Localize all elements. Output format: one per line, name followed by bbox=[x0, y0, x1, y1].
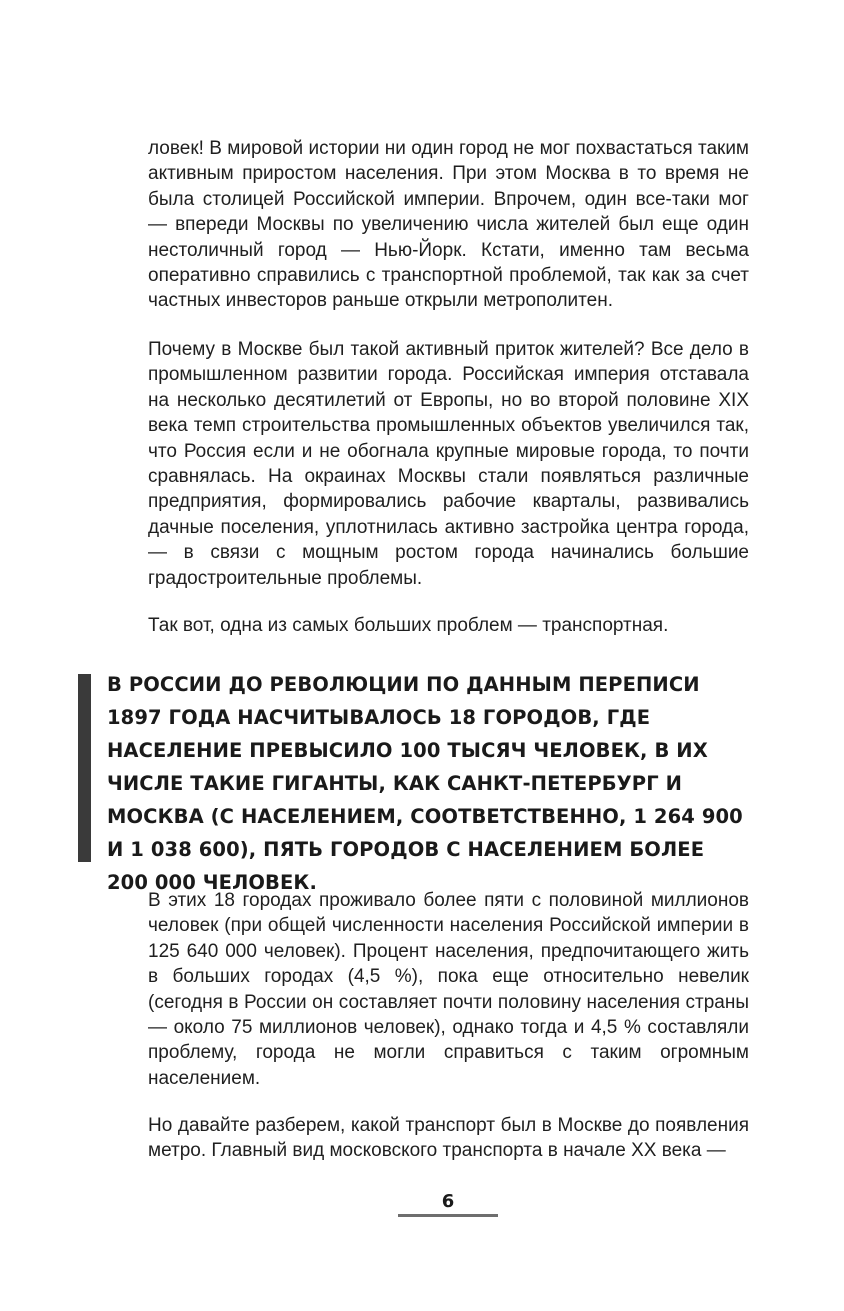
page-footer bbox=[398, 1190, 498, 1220]
pull-quote bbox=[78, 668, 758, 894]
pull-quote-bar bbox=[78, 674, 91, 862]
footer-rule bbox=[398, 1214, 498, 1217]
body-paragraph-4: В этих 18 городах проживало более пяти с половиной миллионов человек (при общей численности населения Российской империи в 125 640 000 человек). Процент населения, предпочитающего жить в больших городах (4,5 %), пока еще относительно невелик (сегодня в России он составляет почти половину населения страны — около 75 миллионов человек), однако тогда и 4,5 % составляли проблему, города не могли справиться с таким огромным населением. bbox=[148, 890, 749, 1089]
pull-quote-text: В РОССИИ ДО РЕВОЛЮЦИИ ПО ДАННЫМ ПЕРЕПИСИ 1897 ГОДА НАСЧИТЫВАЛОСЬ 18 ГОРОДОВ, ГДЕ НАСЕЛЕНИЕ ПРЕВЫСИЛО 100 ТЫСЯЧ ЧЕЛОВЕК, В ИХ ЧИСЛЕ ТАКИЕ ГИГАНТЫ, КАК САНКТ-ПЕТЕРБУРГ И МОСКВА (С НАСЕЛЕНИЕМ, СООТВЕТСТВЕННО, 1 264 900 И 1 038 600), ПЯТЬ ГОРОДОВ С НАСЕЛЕНИЕМ БОЛЕЕ 200 000 ЧЕЛОВЕК. bbox=[107, 673, 743, 894]
body-paragraph-5: Но давайте разберем, какой транспорт был в Москве до появления метро. Главный вид московского транспорта в начале XX века — bbox=[148, 1115, 749, 1162]
body-paragraph-1: ловек! В мировой истории ни один город не мог похвастаться таким активным приростом населения. При этом Москва в то время не была столицей Российской империи. Впрочем, один все-таки мог — впереди Москвы по увеличению числа жителей был еще один нестоличный город — Нью-Йорк. Кстати, именно там весьма оперативно справились с транспортной проблемой, так как за счет частных инвесторов раньше открыли метрополитен. bbox=[148, 138, 749, 312]
page-number: 6 bbox=[441, 1191, 455, 1212]
body-paragraph-2: Почему в Москве был такой активный приток жителей? Все дело в промышленном развитии города. Российская империя отставала на несколько десятилетий от Европы, но во второй половине XIX века темп строительства промышленных объектов увеличился так, что Россия если и не обогнала крупные мировые города, то почти сравнялась. На окраинах Москвы стали появляться различные предприятия, формировались рабочие кварталы, развивались дачные поселения, уплотнилась активно застройка центра города, — в связи с мощным ростом города начинались большие градостроительные проблемы. bbox=[148, 339, 749, 589]
body-paragraph-3: Так вот, одна из самых больших проблем — транспортная. bbox=[148, 615, 669, 636]
